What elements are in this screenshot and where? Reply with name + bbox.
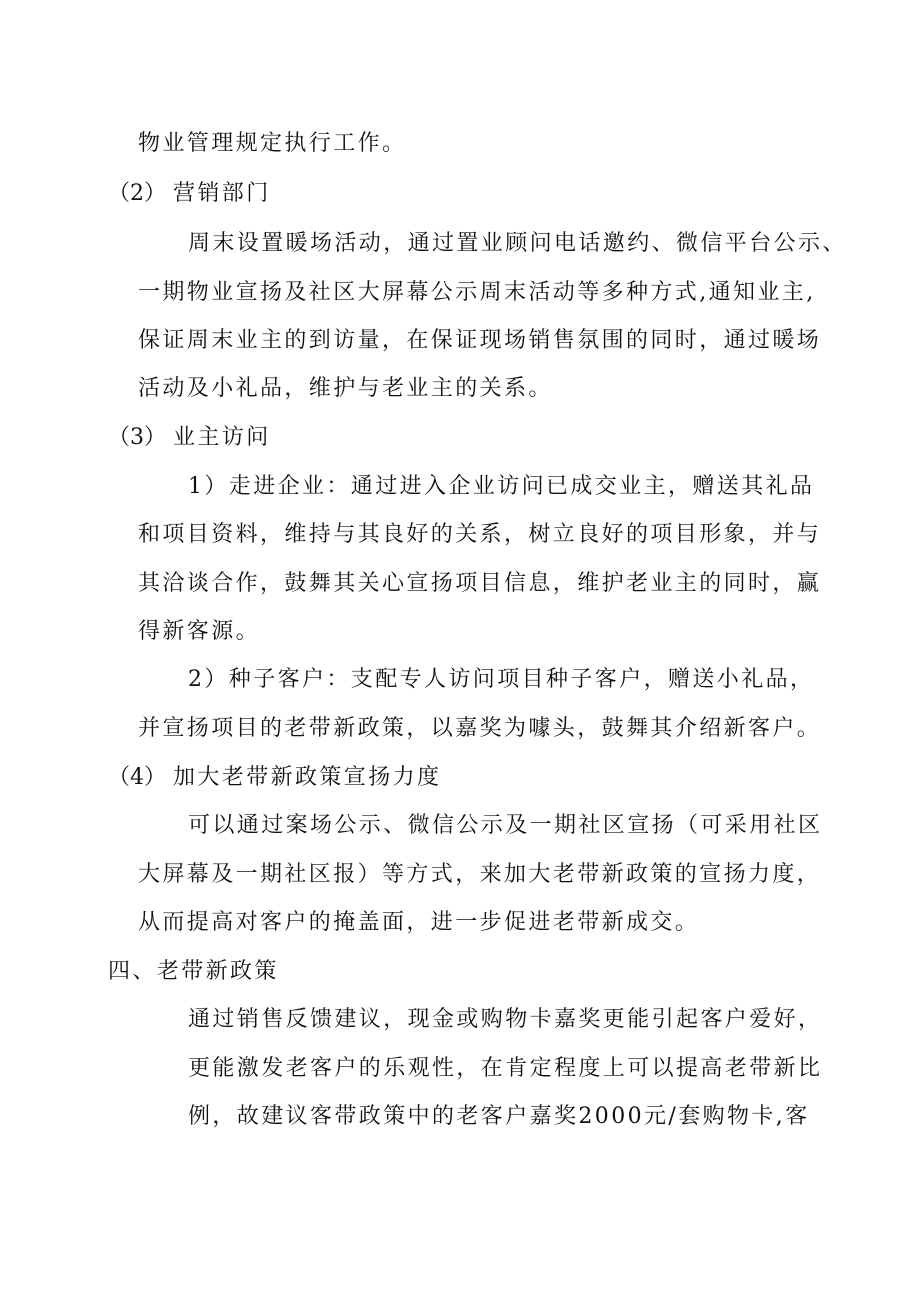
- section-number: （4）: [108, 765, 166, 790]
- paragraph-line: 周末设置暖场活动，通过置业顾问电话邀约、微信平台公示、: [188, 231, 847, 256]
- paragraph-line: 并宣扬项目的老带新政策，以嘉奖为噱头，鼓舞其介绍新客户。: [138, 716, 822, 741]
- paragraph-line: 一期物业宣扬及社区大屏幕公示周末活动等多种方式,通知业主,: [138, 280, 816, 305]
- paragraph-line: 大屏幕及一期社区报）等方式，来加大老带新政策的宣扬力度，: [138, 862, 822, 887]
- section-heading: 业主访问: [173, 425, 271, 450]
- section-number: （3）: [108, 425, 166, 450]
- section-heading: 营销部门: [173, 181, 271, 206]
- paragraph-line: 和项目资料，维持与其良好的关系，树立良好的项目形象，并与: [138, 522, 822, 547]
- paragraph-line: 从而提高对客户的掩盖面，进一步促进老带新成交。: [138, 910, 700, 935]
- paragraph-line: 通过销售反馈建议，现金或购物卡嘉奖更能引起客户爱好，: [188, 1007, 823, 1032]
- paragraph-line: 保证周末业主的到访量，在保证现场销售氛围的同时，通过暖场: [138, 328, 822, 353]
- paragraph-line: 其洽谈合作，鼓舞其关心宣扬项目信息，维护老业主的同时，赢: [138, 571, 822, 596]
- paragraph-line: 可以通过案场公示、微信公示及一期社区宣扬（可采用社区: [188, 813, 823, 838]
- section-heading: 加大老带新政策宣扬力度: [173, 765, 442, 790]
- section-number: （2）: [108, 181, 166, 206]
- paragraph-line: 1）走进企业：通过进入企业访问已成交业主，赠送其礼品: [188, 474, 815, 499]
- paragraph-line: 得新客源。: [138, 619, 261, 644]
- chapter-heading: 四、老带新政策: [108, 959, 279, 984]
- paragraph-line: 物业管理规定执行工作。: [138, 131, 407, 156]
- paragraph-line: 活动及小礼品，维护与老业主的关系。: [138, 376, 553, 401]
- paragraph-line: 例，故建议客带政策中的老客户嘉奖2000元/套购物卡,客: [188, 1104, 810, 1129]
- paragraph-line: 2）种子客户：支配专人访问项目种子客户，赠送小礼品，: [188, 667, 815, 692]
- paragraph-line: 更能激发老客户的乐观性，在肯定程度上可以提高老带新比: [188, 1056, 823, 1081]
